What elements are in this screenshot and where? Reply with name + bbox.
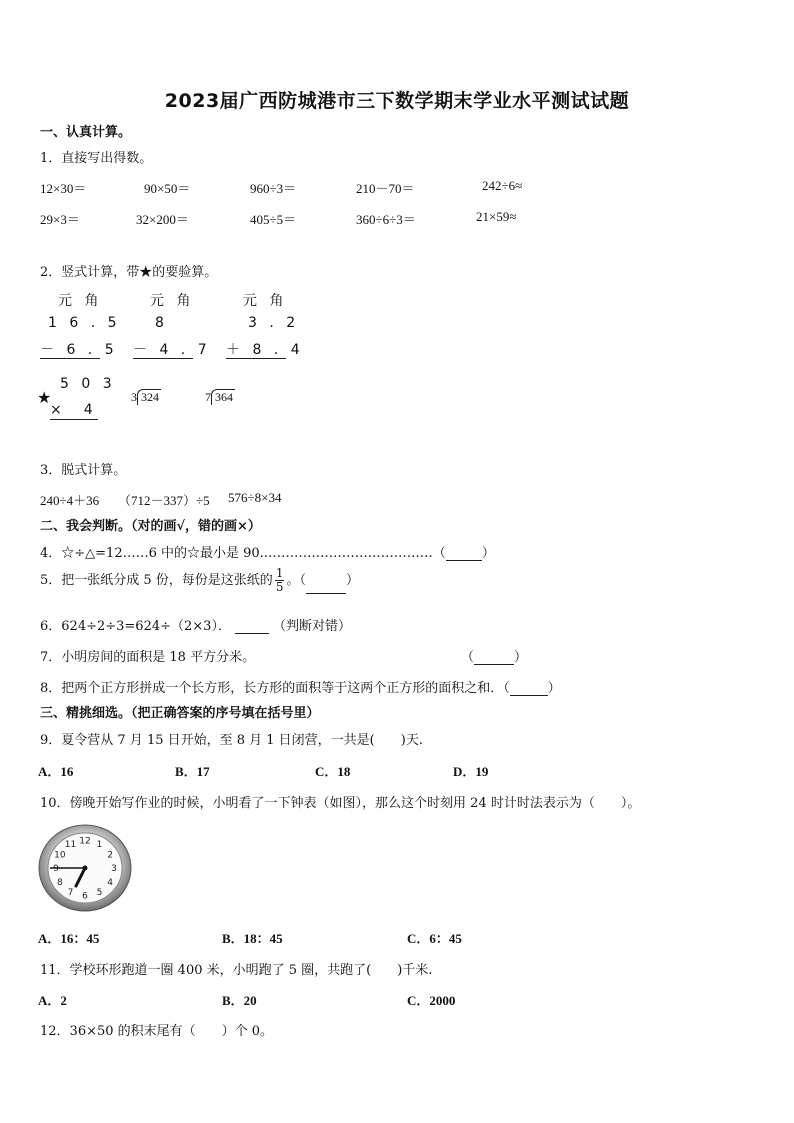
question-8-close: ） [547, 681, 561, 696]
vertical-3-bottom: ＋ 8 . 4 [226, 342, 304, 358]
answer-blank-4[interactable] [446, 560, 482, 561]
expression-2: （712－337）÷5 [118, 493, 210, 508]
clock-numeral-3: 3 [111, 864, 117, 874]
question-2-label: 2．竖式计算，带★的要验算。 [40, 265, 218, 280]
q9-option-d[interactable]: D．19 [453, 764, 489, 779]
q10-option-a[interactable]: A．16：45 [38, 931, 100, 946]
expression-3: 576÷8×34 [228, 490, 282, 505]
unit-label-2: 元 角 [150, 293, 195, 309]
calc-2-4: 360÷6÷3＝ [356, 212, 416, 227]
question-8 [40, 677, 561, 696]
clock-numeral-7: 7 [67, 887, 74, 898]
vertical-2-line [133, 358, 193, 359]
clock-numeral-12: 12 [79, 836, 91, 847]
question-11-text: 11．学校环形跑道一圈 400 米，小明跑了 5 圈，共跑了( )千米. [40, 963, 433, 978]
clock-center [83, 866, 88, 871]
clock-numeral-1: 1 [96, 840, 103, 851]
divisor-2: 7 [205, 390, 211, 404]
vertical-1-bottom: － 6 . 5 [40, 342, 118, 358]
q11-option-c[interactable]: C．2000 [407, 993, 456, 1008]
question-5-open: 。（ [286, 573, 306, 588]
q10-option-b[interactable]: B．18：45 [222, 931, 283, 946]
question-6-suffix: （判断对错） [272, 619, 351, 634]
calc-1-1: 12×30＝ [40, 181, 87, 196]
clock-numeral-5: 5 [96, 887, 103, 898]
q9-option-a[interactable]: A．16 [38, 764, 74, 779]
question-7-open: （ [461, 650, 475, 665]
q11-option-a[interactable]: A．2 [38, 993, 67, 1008]
question-4-close: ） [481, 546, 495, 561]
vertical-2-top: 8 [155, 315, 168, 331]
vertical-2-bottom: － 4 . 7 [133, 342, 211, 358]
question-12-text: 12．36×50 的积末尾有（ ）个 0。 [40, 1024, 274, 1039]
calc-1-2: 90×50＝ [144, 181, 191, 196]
clock-numeral-2: 2 [107, 850, 113, 861]
question-4-text: 4．☆÷△=12……6 中的☆最小是 90.…………………………………（ [40, 546, 446, 561]
vertical-1-line [40, 358, 100, 359]
vertical-3-line [226, 358, 286, 359]
question-5-text: 5．把一张纸分成 5 份，每份是这张纸的 [40, 573, 273, 588]
calc-2-1: 29×3＝ [40, 212, 80, 227]
vertical-3-top: 3 . 2 [248, 315, 300, 331]
divisor-1: 3 [131, 390, 137, 404]
section-2-heading: 二、我会判断。（对的画√，错的画×） [40, 519, 261, 534]
question-7-answer [461, 646, 527, 665]
q9-option-b[interactable]: B．17 [175, 764, 210, 779]
unit-label-3: 元 角 [243, 293, 288, 309]
long-division-2 [205, 389, 235, 405]
question-7-close: ） [514, 650, 528, 665]
question-6-text: 6．624÷2÷3=624÷（2×3）． [40, 619, 231, 634]
q10-option-c[interactable]: C．6：45 [407, 931, 462, 946]
calc-1-3: 960÷3＝ [250, 181, 297, 196]
answer-blank-7[interactable] [474, 664, 514, 665]
page-title: 2023届广西防城港市三下数学期末学业水平测试试题 [164, 90, 630, 112]
section-1-heading: 一、认真计算。 [40, 125, 132, 140]
question-9-text: 9．夏令营从 7 月 15 日开始，至 8 月 1 日闭营，一共是( )天. [40, 733, 423, 748]
clock-image [37, 823, 133, 913]
question-8-text: 8．把两个正方形拼成一个长方形，长方形的面积等于这两个正方形的面积之和．（ [40, 681, 510, 696]
question-3-label: 3．脱式计算。 [40, 463, 127, 478]
dividend-1: 324 [137, 389, 161, 405]
calc-2-5: 21×59≈ [476, 209, 517, 224]
q11-option-b[interactable]: B．20 [222, 993, 257, 1008]
clock-numeral-10: 10 [54, 850, 66, 861]
section-3-heading: 三、精挑细选。（把正确答案的序号填在括号里） [40, 706, 320, 721]
question-4 [40, 542, 495, 561]
clock-numeral-4: 4 [107, 877, 113, 888]
calc-1-4: 210－70＝ [356, 181, 415, 196]
answer-blank-8[interactable] [510, 695, 548, 696]
long-division-1 [131, 389, 161, 405]
clock-numeral-8: 8 [57, 877, 63, 888]
vertical-4-line [50, 419, 98, 420]
question-5-close: ） [345, 573, 359, 588]
fraction-numerator: 1 [275, 566, 284, 580]
question-6 [40, 615, 351, 634]
expression-1: 240÷4＋36 [40, 493, 100, 508]
vertical-4-top: 5 0 3 [60, 376, 116, 392]
q9-option-c[interactable]: C．18 [315, 764, 351, 779]
calc-2-2: 32×200＝ [136, 212, 189, 227]
fraction-denominator: 5 [275, 580, 284, 594]
calc-1-5: 242÷6≈ [482, 178, 523, 193]
question-10-text: 10．傍晚开始写作业的时候，小明看了一下钟表（如图），那么这个时刻用 24 时计时法表示为（ ）。 [40, 796, 641, 811]
question-5 [40, 567, 359, 594]
clock-numeral-11: 11 [64, 840, 77, 851]
vertical-1-top: 1 6 . 5 [48, 315, 121, 331]
dividend-2: 364 [211, 389, 235, 405]
question-7-text: 7．小明房间的面积是 18 平方分米。 [40, 650, 256, 665]
question-1-label: 1．直接写出得数。 [40, 151, 153, 166]
answer-blank-6[interactable] [235, 633, 269, 634]
calc-2-3: 405÷5＝ [250, 212, 297, 227]
clock-numeral-6: 6 [82, 891, 88, 902]
unit-label-1: 元 角 [58, 293, 103, 309]
vertical-4-bottom: × 4 [50, 402, 97, 418]
clock-numeral-9: 9 [53, 864, 59, 874]
fraction-one-fifth [275, 567, 285, 594]
answer-blank-5[interactable] [306, 593, 346, 594]
star-icon: ★ [37, 388, 52, 407]
